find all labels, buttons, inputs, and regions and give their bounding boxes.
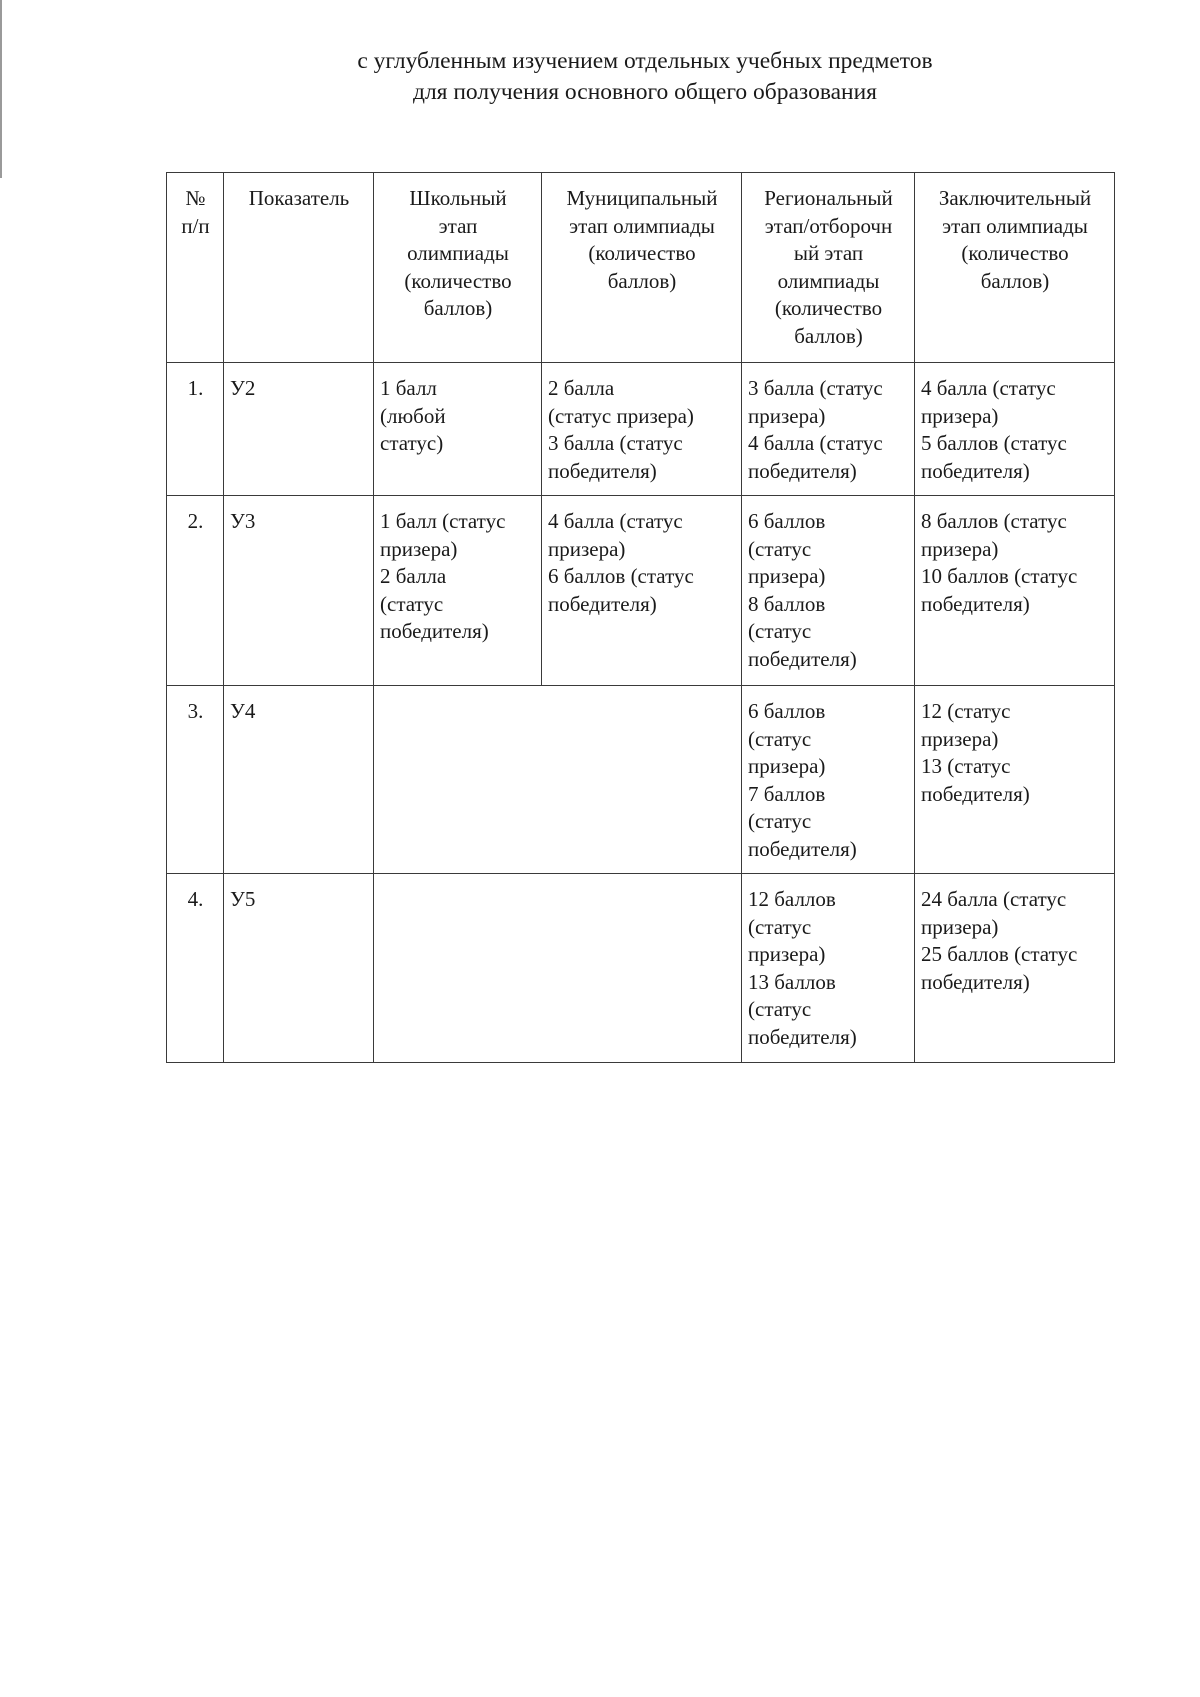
regional-stage-cell: 6 баллов (статус призера) 8 баллов (статус победителя) xyxy=(742,496,915,686)
header-indicator: Показатель xyxy=(224,173,374,363)
row-number: 1. xyxy=(167,363,224,496)
municipal-stage-cell: 4 балла (статус призера) 6 баллов (статус победителя) xyxy=(542,496,742,686)
final-stage-cell: 12 (статус призера) 13 (статус победителя) xyxy=(915,686,1115,874)
row-indicator: У5 xyxy=(224,874,374,1063)
header-number: № п/п xyxy=(167,173,224,363)
row-indicator: У2 xyxy=(224,363,374,496)
final-stage-cell: 24 балла (статус призера) 25 баллов (статус победителя) xyxy=(915,874,1115,1063)
table-row xyxy=(167,874,1115,1063)
table-row xyxy=(167,496,1115,686)
olympiad-scores-table xyxy=(166,172,1115,1063)
heading-line-1: с углубленным изучением отдельных учебных предметов xyxy=(357,48,933,74)
row-number: 3. xyxy=(167,686,224,874)
row-indicator: У3 xyxy=(224,496,374,686)
municipal-stage-cell: 2 балла (статус призера) 3 балла (статус победителя) xyxy=(542,363,742,496)
header-regional-stage: Региональный этап/отборочн ый этап олимпиады (количество баллов) xyxy=(742,173,915,363)
school-municipal-empty-cell xyxy=(374,874,742,1063)
heading-line-2: для получения основного общего образования xyxy=(412,79,877,105)
row-indicator: У4 xyxy=(224,686,374,874)
row-number: 4. xyxy=(167,874,224,1063)
header-school-stage: Школьный этап олимпиады (количество баллов) xyxy=(374,173,542,363)
table-row xyxy=(167,686,1115,874)
header-municipal-stage: Муниципальный этап олимпиады (количество баллов) xyxy=(542,173,742,363)
row-number: 2. xyxy=(167,496,224,686)
header-final-stage: Заключительный этап олимпиады (количество баллов) xyxy=(915,173,1115,363)
final-stage-cell: 4 балла (статус призера) 5 баллов (статус победителя) xyxy=(915,363,1115,496)
school-stage-cell: 1 балл (статус призера) 2 балла (статус победителя) xyxy=(374,496,542,686)
table-row xyxy=(167,363,1115,496)
final-stage-cell: 8 баллов (статус призера) 10 баллов (статус победителя) xyxy=(915,496,1115,686)
school-stage-cell: 1 балл (любой статус) xyxy=(374,363,542,496)
regional-stage-cell: 12 баллов (статус призера) 13 баллов (статус победителя) xyxy=(742,874,915,1063)
table-header-row xyxy=(167,173,1115,363)
document-heading xyxy=(0,46,1200,108)
school-municipal-empty-cell xyxy=(374,686,742,874)
regional-stage-cell: 6 баллов (статус призера) 7 баллов (статус победителя) xyxy=(742,686,915,874)
regional-stage-cell: 3 балла (статус призера) 4 балла (статус победителя) xyxy=(742,363,915,496)
